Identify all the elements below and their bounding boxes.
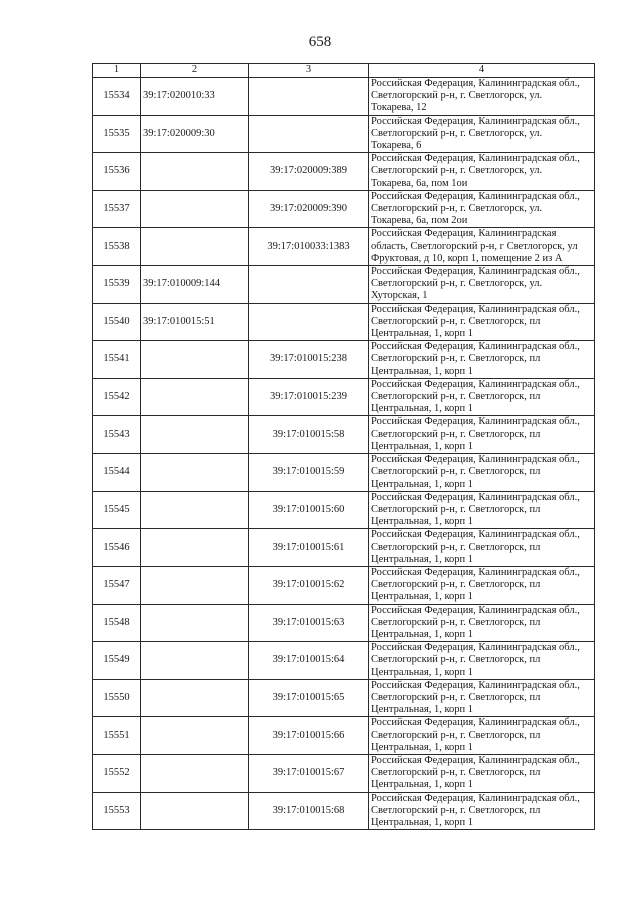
address-line-3: Токарева, 6 [371,140,422,152]
address-line-3: Центральная, 1, корп 1 [371,591,474,603]
row-number: 15545 [93,491,141,529]
table-row [93,78,595,116]
table-row [93,566,595,604]
address-cell [369,792,595,830]
address-cell [369,115,595,153]
cadastral-number-col3: 39:17:010015:238 [249,341,369,379]
address-line-1: Российская Федерация, Калининградская обл., [371,491,580,503]
address-line-3: Центральная, 1, корп 1 [371,816,474,828]
cadastral-number-col2: 39:17:010009:144 [141,266,249,304]
cadastral-number-col2 [141,153,249,191]
address-cell [369,228,595,266]
row-number: 15543 [93,416,141,454]
address-cell [369,454,595,492]
cadastral-number-col2 [141,190,249,228]
address-cell [369,679,595,717]
row-number: 15540 [93,303,141,341]
table-body [93,78,595,830]
address-line-3: Центральная, 1, корп 1 [371,440,474,452]
address-line-2: Светлогорский р-н, г. Светлогорск, пл [371,767,541,779]
address-line-1: Российская Федерация, Калининградская обл., [371,454,580,466]
address-line-3: Центральная, 1, корп 1 [371,553,474,565]
cadastral-number-col3 [249,115,369,153]
column-header-2: 2 [141,64,249,78]
address-line-3: Хуторская, 1 [371,290,428,302]
table-row [93,190,595,228]
address-line-1: Российская Федерация, Калининградская обл., [371,190,580,202]
address-line-2: Светлогорский р-н, г. Светлогорск, пл [371,729,541,741]
address-line-1: Российская Федерация, Калининградская обл., [371,792,580,804]
address-cell [369,78,595,116]
cadastral-number-col3: 39:17:020009:390 [249,190,369,228]
column-header-1: 1 [93,64,141,78]
cadastral-number-col3 [249,78,369,116]
row-number: 15539 [93,266,141,304]
table-row [93,604,595,642]
address-line-1: Российская Федерация, Калининградская обл., [371,341,580,353]
row-number: 15552 [93,754,141,792]
address-line-2: Светлогорский р-н, г. Светлогорск, пл [371,654,541,666]
cadastral-number-col3: 39:17:010015:65 [249,679,369,717]
address-line-1: Российская Федерация, Калининградская обл., [371,717,580,729]
address-line-2: Светлогорский р-н, г. Светлогорск, пл [371,804,541,816]
address-line-2: Светлогорский р-н, г. Светлогорск, пл [371,391,541,403]
address-line-3: Фруктовая, д 10, корп 1, помещение 2 из А [371,252,563,264]
row-number: 15534 [93,78,141,116]
address-cell [369,266,595,304]
cadastral-number-col3: 39:17:010015:59 [249,454,369,492]
address-line-3: Центральная, 1, корп 1 [371,478,474,490]
row-number: 15550 [93,679,141,717]
cadastral-number-col2 [141,454,249,492]
address-line-1: Российская Федерация, Калининградская обл., [371,529,580,541]
address-line-2: Светлогорский р-н, г. Светлогорск, пл [371,691,541,703]
address-line-2: Светлогорский р-н, г. Светлогорск, ул. [371,278,543,290]
cadastral-number-col3 [249,303,369,341]
row-number: 15535 [93,115,141,153]
address-line-3: Центральная, 1, корп 1 [371,403,474,415]
address-line-1: Российская Федерация, Калининградская обл., [371,378,580,390]
address-line-1: Российская Федерация, Калининградская обл., [371,566,580,578]
cadastral-number-col3: 39:17:010015:66 [249,717,369,755]
address-line-3: Центральная, 1, корп 1 [371,328,474,340]
address-line-3: Центральная, 1, корп 1 [371,704,474,716]
address-cell [369,303,595,341]
cadastral-number-col2 [141,792,249,830]
row-number: 15541 [93,341,141,379]
address-cell [369,378,595,416]
address-line-3: Токарева, 12 [371,102,427,114]
cadastral-number-col3: 39:17:010015:68 [249,792,369,830]
page-number: 658 [308,34,332,50]
address-cell [369,754,595,792]
address-cell [369,566,595,604]
cadastral-number-col3: 39:17:010015:62 [249,566,369,604]
cadastral-number-col2 [141,642,249,680]
address-line-3: Центральная, 1, корп 1 [371,666,474,678]
address-cell [369,529,595,567]
address-cell [369,341,595,379]
table-row [93,679,595,717]
address-line-1: Российская Федерация, Калининградская обл., [371,642,580,654]
cadastral-number-col2: 39:17:020009:30 [141,115,249,153]
table-row [93,266,595,304]
address-line-3: Токарева, 6а, пом 1ои [371,177,468,189]
table-row [93,303,595,341]
cadastral-number-col2: 39:17:010015:51 [141,303,249,341]
row-number: 15547 [93,566,141,604]
cadastral-number-col2 [141,604,249,642]
registry-table [92,63,595,830]
cadastral-number-col3: 39:17:010015:60 [249,491,369,529]
row-number: 15536 [93,153,141,191]
table-row [93,754,595,792]
address-line-3: Центральная, 1, корп 1 [371,628,474,640]
cadastral-number-col2 [141,679,249,717]
cadastral-number-col2 [141,491,249,529]
address-line-3: Центральная, 1, корп 1 [371,516,474,528]
address-line-3: Центральная, 1, корп 1 [371,779,474,791]
cadastral-number-col3: 39:17:020009:389 [249,153,369,191]
address-line-1: Российская Федерация, Калининградская обл., [371,604,580,616]
address-line-1: Российская Федерация, Калининградская обл., [371,266,580,278]
address-line-2: Светлогорский р-н, г. Светлогорск, пл [371,579,541,591]
table-row [93,378,595,416]
row-number: 15553 [93,792,141,830]
address-line-1: Российская Федерация, Калининградская обл., [371,153,580,165]
table-row [93,416,595,454]
cadastral-number-col3: 39:17:010015:58 [249,416,369,454]
table-row [93,115,595,153]
cadastral-number-col3: 39:17:010015:64 [249,642,369,680]
address-line-3: Токарева, 6а, пом 2ои [371,215,468,227]
address-cell [369,416,595,454]
cadastral-number-col2 [141,416,249,454]
address-line-2: Светлогорский р-н, г. Светлогорск, пл [371,503,541,515]
cadastral-number-col2 [141,566,249,604]
address-cell [369,604,595,642]
cadastral-number-col3: 39:17:010015:67 [249,754,369,792]
table-row [93,228,595,266]
cadastral-number-col2: 39:17:020010:33 [141,78,249,116]
table-row [93,454,595,492]
address-cell [369,491,595,529]
address-line-2: Светлогорский р-н, г. Светлогорск, пл [371,541,541,553]
address-line-1: Российская Федерация, Калининградская обл., [371,78,580,89]
address-line-2: Светлогорский р-н, г. Светлогорск, ул. [371,127,543,139]
row-number: 15537 [93,190,141,228]
address-line-1: Российская Федерация, Калининградская обл., [371,115,580,127]
cadastral-number-col2 [141,754,249,792]
address-line-2: Светлогорский р-н, г. Светлогорск, пл [371,616,541,628]
address-cell [369,717,595,755]
cadastral-number-col2 [141,529,249,567]
row-number: 15538 [93,228,141,266]
row-number: 15542 [93,378,141,416]
table-row [93,491,595,529]
cadastral-number-col2 [141,228,249,266]
cadastral-number-col3: 39:17:010015:239 [249,378,369,416]
address-line-1: Российская Федерация, Калининградская обл., [371,416,580,428]
address-line-2: Светлогорский р-н, г. Светлогорск, пл [371,466,541,478]
table-row [93,529,595,567]
cadastral-number-col2 [141,341,249,379]
cadastral-number-col2 [141,717,249,755]
address-line-3: Центральная, 1, корп 1 [371,365,474,377]
address-line-2: область, Светлогорский р-н, г Светлогорск, ул [371,240,578,252]
row-number: 15551 [93,717,141,755]
table-row [93,792,595,830]
address-cell [369,190,595,228]
address-line-1: Российская Федерация, Калининградская обл., [371,303,580,315]
address-line-2: Светлогорский р-н, г. Светлогорск, пл [371,315,541,327]
address-line-1: Российская Федерация, Калининградская обл., [371,679,580,691]
header-row [93,64,595,78]
table-row [93,341,595,379]
table-row [93,153,595,191]
column-header-4: 4 [369,64,595,78]
column-header-3: 3 [249,64,369,78]
address-line-1: Российская Федерация, Калининградская [371,228,557,240]
address-line-3: Центральная, 1, корп 1 [371,741,474,753]
cadastral-number-col3: 39:17:010015:61 [249,529,369,567]
row-number: 15544 [93,454,141,492]
cadastral-number-col3: 39:17:010033:1383 [249,228,369,266]
table-row [93,642,595,680]
address-line-2: Светлогорский р-н, г. Светлогорск, ул. [371,203,543,215]
address-line-2: Светлогорский р-н, г. Светлогорск, пл [371,353,541,365]
row-number: 15546 [93,529,141,567]
table-header [93,64,595,78]
cadastral-number-col3 [249,266,369,304]
address-line-1: Российская Федерация, Калининградская обл., [371,754,580,766]
address-cell [369,642,595,680]
address-line-2: Светлогорский р-н, г. Светлогорск, пл [371,428,541,440]
row-number: 15548 [93,604,141,642]
address-cell [369,153,595,191]
row-number: 15549 [93,642,141,680]
table-row [93,717,595,755]
address-line-2: Светлогорский р-н, г. Светлогорск, ул. [371,165,543,177]
address-line-2: Светлогорский р-н, г. Светлогорск, ул. [371,90,543,102]
cadastral-number-col3: 39:17:010015:63 [249,604,369,642]
cadastral-number-col2 [141,378,249,416]
